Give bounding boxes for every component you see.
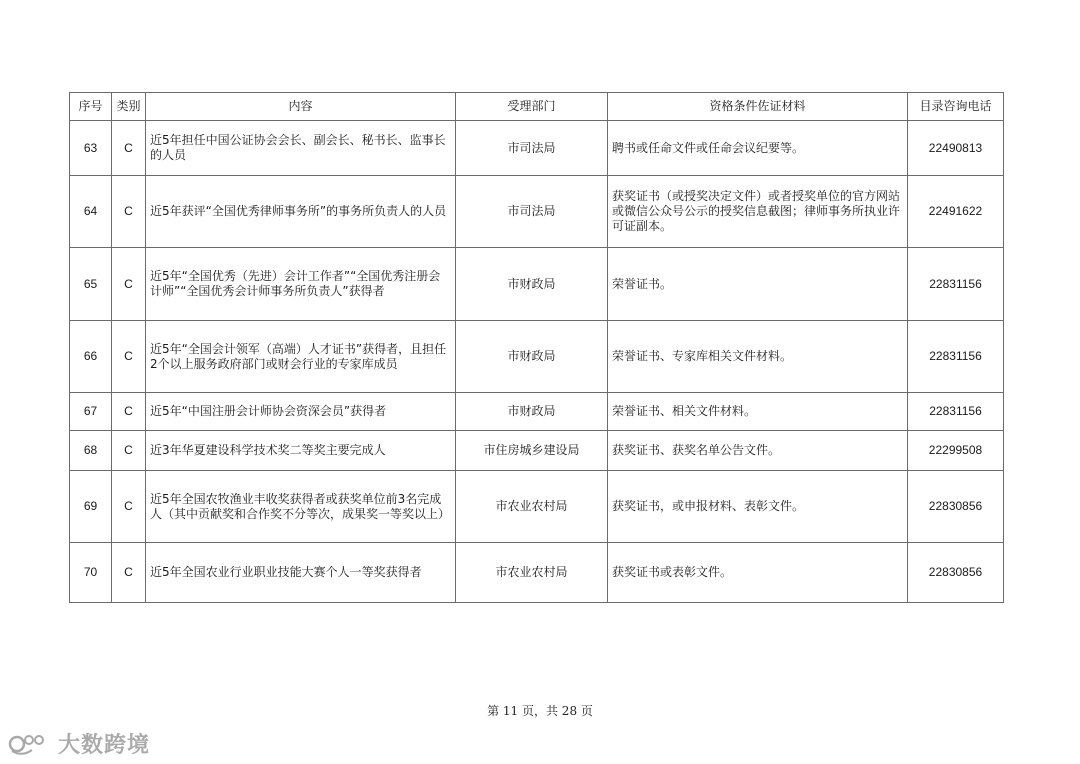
table-row (70, 121, 1004, 176)
row-number: 65 (70, 248, 112, 321)
row-dept: 市农业农村局 (456, 471, 608, 543)
row-content: 近3年华夏建设科学技术奖二等奖主要完成人 (146, 431, 456, 471)
header-phone: 目录咨询电话 (908, 93, 1004, 121)
row-phone: 22831156 (908, 321, 1004, 393)
header-row (70, 93, 1004, 121)
row-number: 69 (70, 471, 112, 543)
row-phone: 22831156 (908, 248, 1004, 321)
table-row (70, 543, 1004, 603)
row-dept: 市住房城乡建设局 (456, 431, 608, 471)
row-content: 近5年担任中国公证协会会长、副会长、秘书长、监事长的人员 (146, 121, 456, 176)
header-num: 序号 (70, 93, 112, 121)
row-dept: 市财政局 (456, 321, 608, 393)
row-content: 近5年“全国会计领军（高端）人才证书”获得者，且担任2个以上服务政府部门或财会行业的专家库成员 (146, 321, 456, 393)
row-materials: 获奖证书，或申报材料、表彰文件。 (608, 471, 908, 543)
row-content: 近5年全国农业行业职业技能大赛个人一等奖获得者 (146, 543, 456, 603)
row-materials: 获奖证书、获奖名单公告文件。 (608, 431, 908, 471)
row-content: 近5年获评“全国优秀律师事务所”的事务所负责人的人员 (146, 176, 456, 248)
row-content: 近5年全国农牧渔业丰收奖获得者或获奖单位前3名完成人（其中贡献奖和合作奖不分等次，成果奖一等奖以上） (146, 471, 456, 543)
page-number-text: 第 11 页，共 28 页 (487, 704, 593, 718)
watermark (8, 728, 150, 759)
row-materials: 荣誉证书、相关文件材料。 (608, 393, 908, 431)
data-table (69, 92, 1004, 603)
row-materials: 获奖证书（或授奖决定文件）或者授奖单位的官方网站或微信公众号公示的授奖信息截图；律师事务所执业许可证副本。 (608, 176, 908, 248)
row-number: 64 (70, 176, 112, 248)
row-category: C (112, 121, 146, 176)
row-phone: 22490813 (908, 121, 1004, 176)
row-number: 68 (70, 431, 112, 471)
table-row (70, 431, 1004, 471)
row-number: 63 (70, 121, 112, 176)
row-materials: 获奖证书或表彰文件。 (608, 543, 908, 603)
table-row (70, 471, 1004, 543)
row-number: 66 (70, 321, 112, 393)
row-materials: 荣誉证书、专家库相关文件材料。 (608, 321, 908, 393)
watermark-logo-icon (8, 731, 52, 757)
row-phone: 22491622 (908, 176, 1004, 248)
header-category: 类别 (112, 93, 146, 121)
row-category: C (112, 176, 146, 248)
row-dept: 市财政局 (456, 393, 608, 431)
row-category: C (112, 431, 146, 471)
row-phone: 22830856 (908, 543, 1004, 603)
table-row (70, 176, 1004, 248)
header-content: 内容 (146, 93, 456, 121)
row-category: C (112, 321, 146, 393)
table-row (70, 321, 1004, 393)
row-content: 近5年“全国优秀（先进）会计工作者”“全国优秀注册会计师”“全国优秀会计师事务所负责人”获得者 (146, 248, 456, 321)
row-number: 67 (70, 393, 112, 431)
row-dept: 市农业农村局 (456, 543, 608, 603)
header-dept: 受理部门 (456, 93, 608, 121)
watermark-text: 大数跨境 (58, 733, 151, 758)
row-number: 70 (70, 543, 112, 603)
row-phone: 22299508 (908, 431, 1004, 471)
row-category: C (112, 543, 146, 603)
row-dept: 市司法局 (456, 176, 608, 248)
table-row (70, 248, 1004, 321)
row-dept: 市财政局 (456, 248, 608, 321)
row-materials: 聘书或任命文件或任命会议纪要等。 (608, 121, 908, 176)
page-footer (0, 702, 1080, 719)
header-materials: 资格条件佐证材料 (608, 93, 908, 121)
row-category: C (112, 471, 146, 543)
row-category: C (112, 248, 146, 321)
row-category: C (112, 393, 146, 431)
row-phone: 22830856 (908, 471, 1004, 543)
row-content: 近5年“中国注册会计师协会资深会员”获得者 (146, 393, 456, 431)
row-phone: 22831156 (908, 393, 1004, 431)
row-dept: 市司法局 (456, 121, 608, 176)
table-row (70, 393, 1004, 431)
row-materials: 荣誉证书。 (608, 248, 908, 321)
